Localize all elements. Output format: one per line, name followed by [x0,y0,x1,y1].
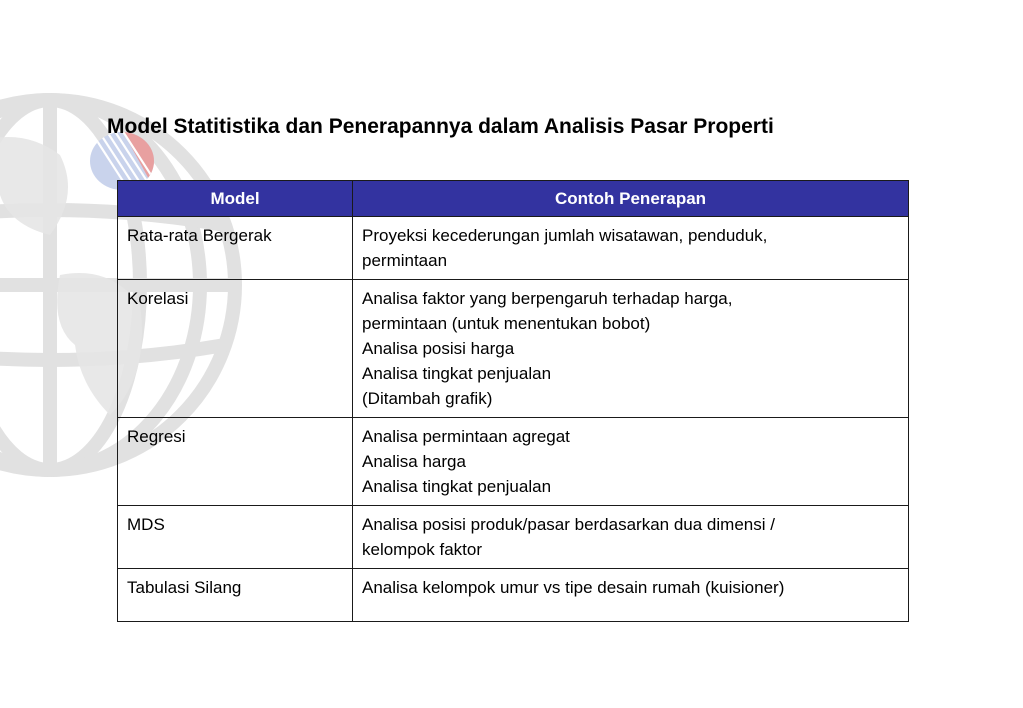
statistics-model-table [117,180,909,622]
page-title: Model Statitistika dan Penerapannya dalam Analisis Pasar Properti [107,115,774,138]
model-cell: Rata-rata Bergerak [118,217,353,280]
application-line: Analisa tingkat penjualan [362,364,552,383]
table-row [118,418,909,506]
application-line: permintaan [362,251,448,270]
application-line: Analisa harga [362,452,466,471]
model-cell: Korelasi [118,280,353,418]
application-cell [353,280,909,418]
application-line: Analisa posisi harga [362,339,515,358]
table-row [118,569,909,622]
application-line: permintaan (untuk menentukan bobot) [362,314,651,333]
application-cell [353,506,909,569]
table-row [118,506,909,569]
table-row [118,217,909,280]
application-cell [353,217,909,280]
application-line: Analisa tingkat penjualan [362,477,552,496]
application-line: Analisa kelompok umur vs tipe desain rumah (kuisioner) [362,578,785,597]
column-header-application: Contoh Penerapan [353,181,909,217]
application-line: (Ditambah grafik) [362,389,493,408]
application-line: kelompok faktor [362,540,482,559]
application-cell [353,569,909,622]
table-row [118,280,909,418]
application-cell [353,418,909,506]
model-cell: Regresi [118,418,353,506]
application-line: Analisa permintaan agregat [362,427,570,446]
model-cell: MDS [118,506,353,569]
application-line: Proyeksi kecederungan jumlah wisatawan, penduduk, [362,226,768,245]
model-cell: Tabulasi Silang [118,569,353,622]
application-line: Analisa posisi produk/pasar berdasarkan dua dimensi / [362,515,775,534]
application-line: Analisa faktor yang berpengaruh terhadap harga, [362,289,733,308]
column-header-model: Model [118,181,353,217]
table-header-row [118,181,909,217]
